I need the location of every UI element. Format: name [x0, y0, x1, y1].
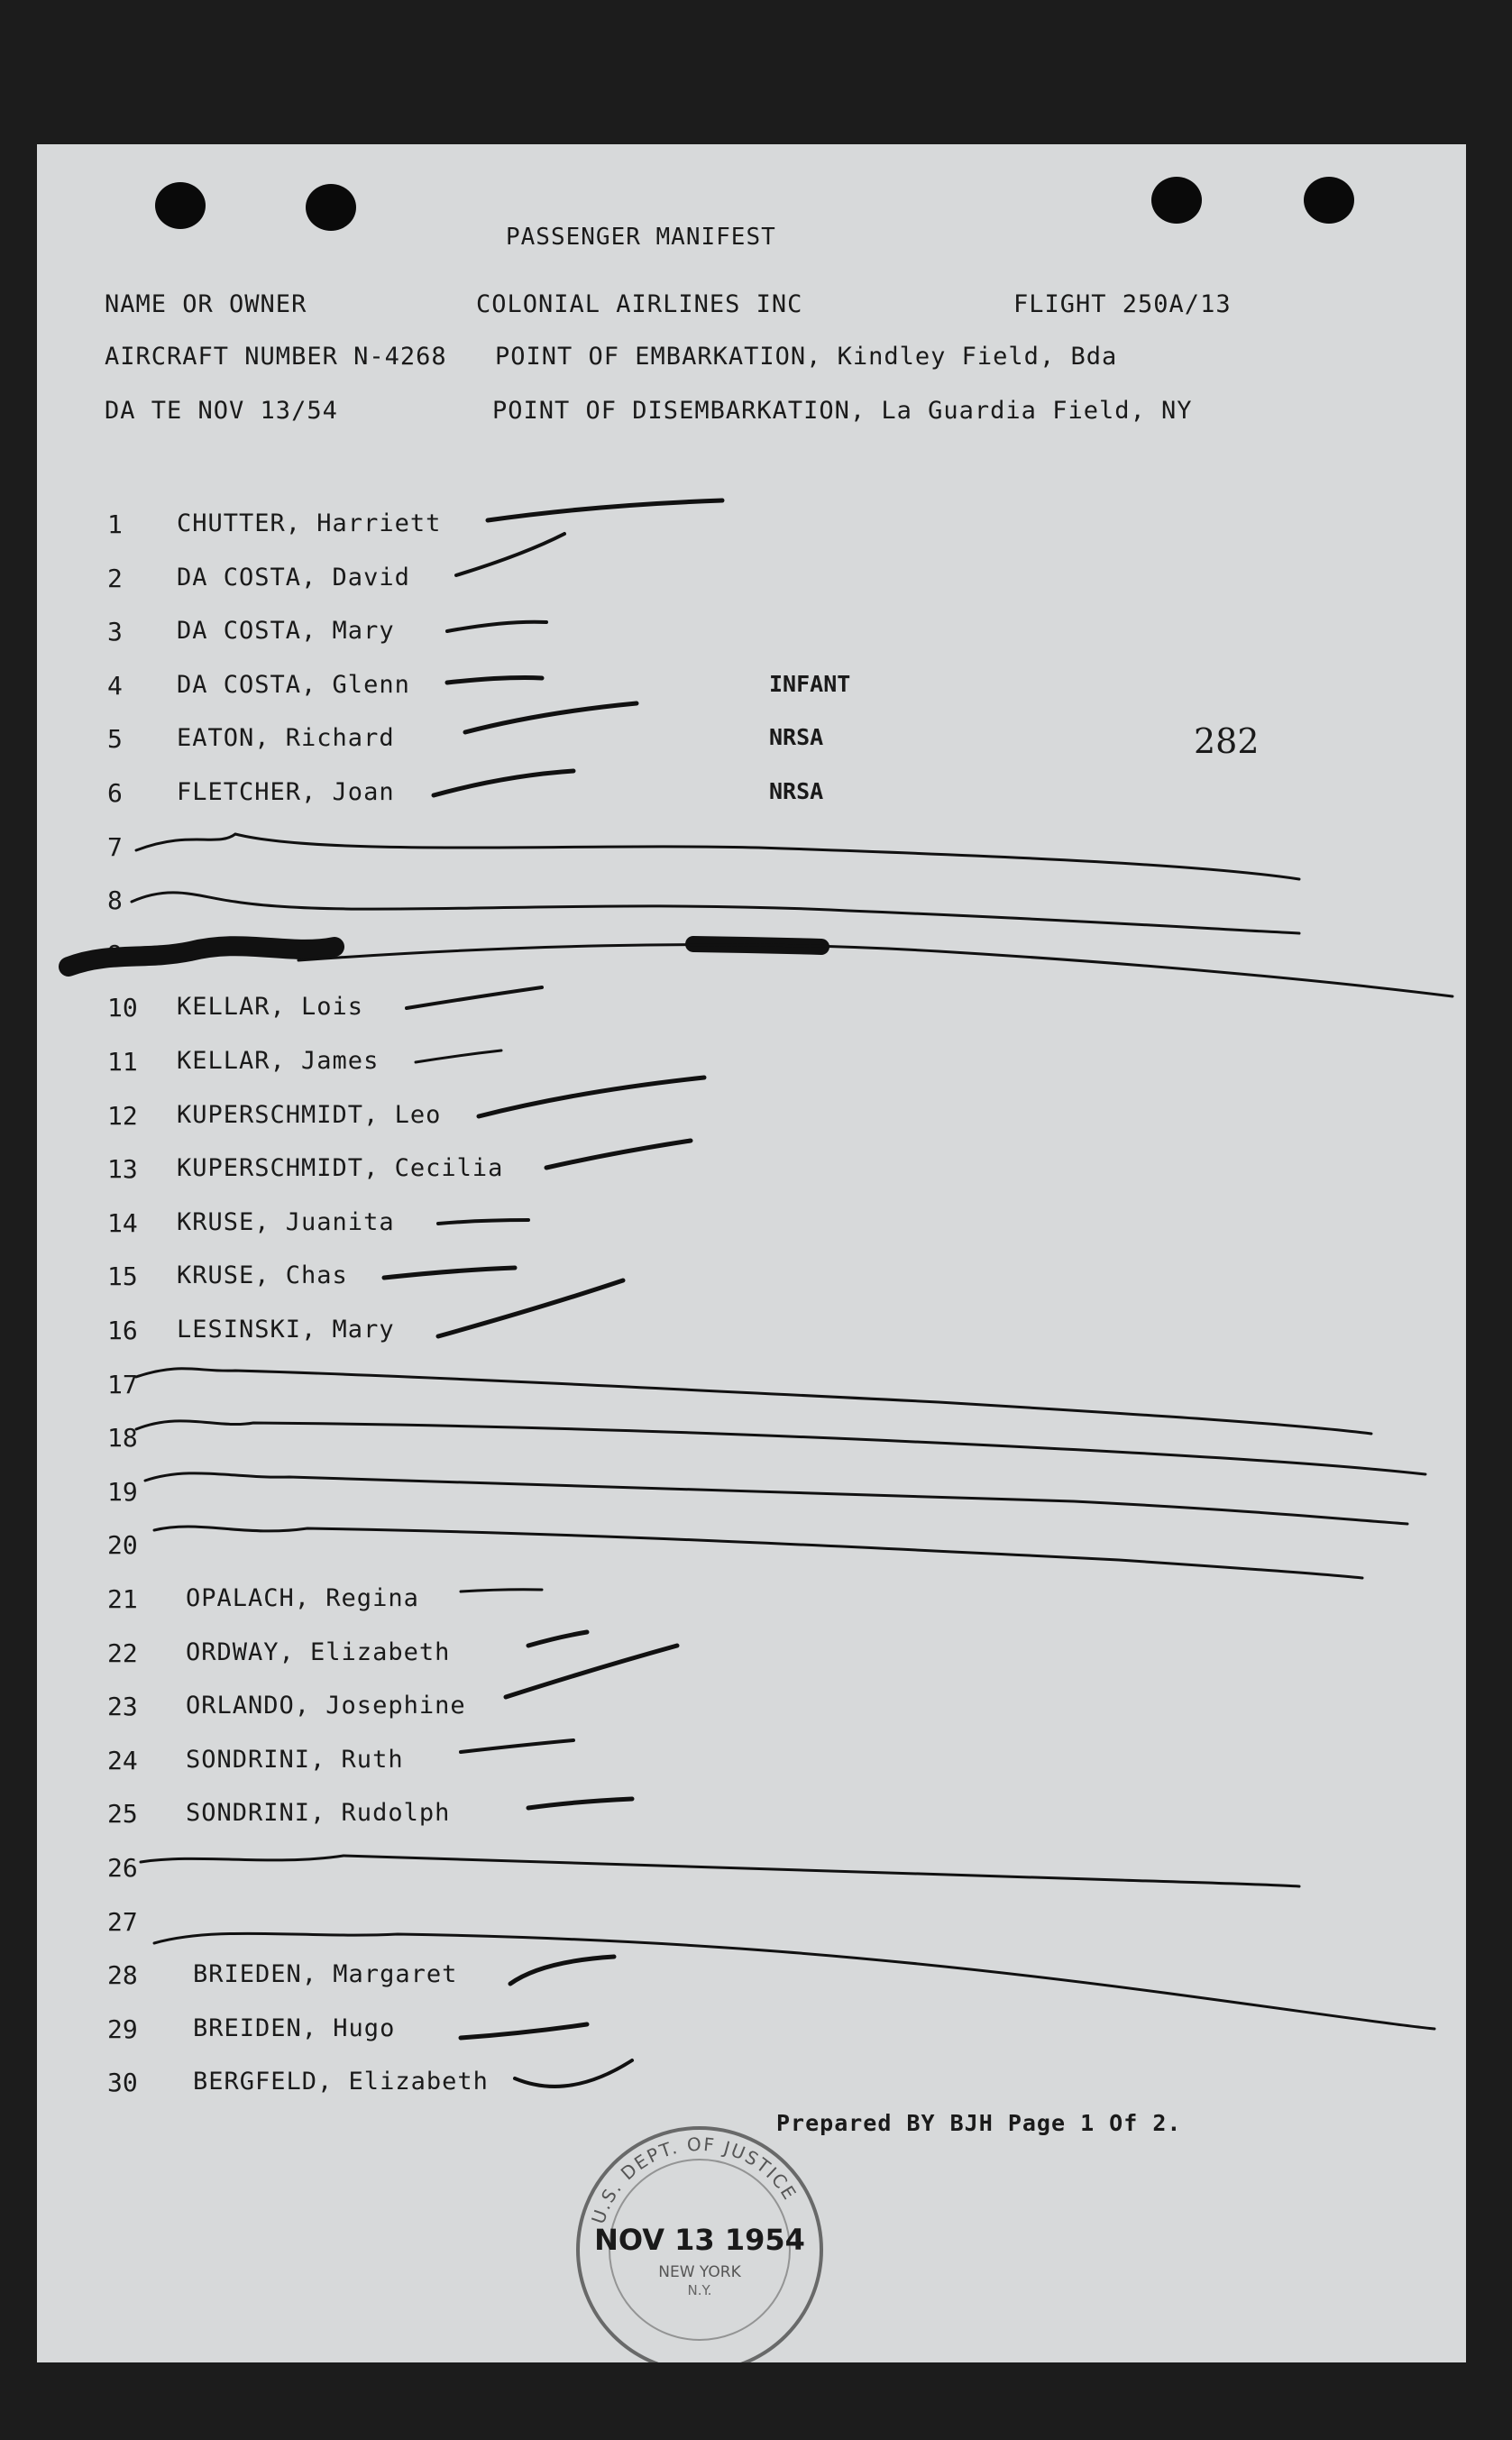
passenger-number: 4: [107, 671, 123, 701]
passenger-number: 30: [107, 2068, 138, 2097]
stamp-agency: U.S. DEPT. OF JUSTICE: [587, 2133, 802, 2227]
passenger-name: CHUTTER, Harriett: [177, 509, 442, 537]
strike-marks: [37, 144, 1466, 2362]
passenger-status-note: NRSA: [769, 778, 824, 804]
stamp-state: N.Y.: [687, 2282, 712, 2298]
passenger-name: KUPERSCHMIDT, Leo: [177, 1101, 442, 1129]
passenger-number: 17: [107, 1370, 138, 1399]
passenger-name: KUPERSCHMIDT, Cecilia: [177, 1154, 504, 1182]
passenger-name: EATON, Richard: [177, 724, 395, 752]
owner-value: COLONIAL AIRLINES INC: [476, 290, 803, 318]
passenger-name: DA COSTA, David: [177, 564, 410, 592]
passenger-number: 1: [107, 509, 123, 539]
passenger-number: 19: [107, 1477, 138, 1507]
passenger-name: KELLAR, James: [177, 1047, 380, 1075]
manifest-date: DA TE NOV 13/54: [105, 397, 338, 425]
passenger-name: BREIDEN, Hugo: [193, 2014, 396, 2042]
flight-number: FLIGHT 250A/13: [1013, 290, 1232, 318]
passenger-number: 22: [107, 1638, 138, 1668]
passenger-number: 12: [107, 1101, 138, 1131]
passenger-status-note: NRSA: [769, 724, 824, 750]
passenger-name: DA COSTA, Glenn: [177, 671, 410, 699]
passenger-name: LESINSKI, Mary: [177, 1316, 395, 1344]
passenger-number: 9: [107, 940, 123, 969]
passenger-number: 24: [107, 1746, 138, 1775]
passenger-number: 21: [107, 1584, 138, 1614]
aircraft-number: AIRCRAFT NUMBER N-4268: [105, 343, 447, 371]
passenger-number: 27: [107, 1907, 138, 1937]
passenger-number: 28: [107, 1960, 138, 1990]
passenger-number: 25: [107, 1799, 138, 1829]
page-number-stamp: 282: [1194, 721, 1260, 761]
passenger-number: 16: [107, 1316, 138, 1345]
passenger-name: SONDRINI, Rudolph: [186, 1799, 451, 1827]
passenger-name: KRUSE, Juanita: [177, 1208, 395, 1236]
owner-label: NAME OR OWNER: [105, 290, 307, 318]
passenger-name: KELLAR, Lois: [177, 993, 364, 1021]
disembarkation-point: POINT OF DISEMBARKATION, La Guardia Field, NY: [492, 397, 1193, 425]
passenger-number: 29: [107, 2014, 138, 2044]
passenger-number: 2: [107, 564, 123, 593]
passenger-number: 18: [107, 1423, 138, 1453]
passenger-number: 3: [107, 617, 123, 647]
passenger-number: 7: [107, 832, 123, 862]
passenger-name: ORDWAY, Elizabeth: [186, 1638, 451, 1666]
manifest-title: PASSENGER MANIFEST: [506, 224, 776, 251]
passenger-name: FLETCHER, Joan: [177, 778, 395, 806]
passenger-number: 5: [107, 724, 123, 754]
prepared-by-footer: Prepared BY BJH Page 1 Of 2.: [776, 2110, 1182, 2136]
passenger-name: KRUSE, Chas: [177, 1261, 348, 1289]
passenger-number: 10: [107, 993, 138, 1023]
passenger-name: DA COSTA, Mary: [177, 617, 395, 645]
passenger-number: 11: [107, 1047, 138, 1077]
passenger-status-note: INFANT: [769, 671, 851, 697]
passenger-number: 8: [107, 885, 123, 915]
passenger-name: BRIEDEN, Margaret: [193, 1960, 458, 1988]
passenger-name: OPALACH, Regina: [186, 1584, 419, 1612]
passenger-number: 6: [107, 778, 123, 808]
passenger-number: 13: [107, 1154, 138, 1184]
stamp-date: NOV 13 1954: [594, 2223, 805, 2257]
passenger-name: BERGFELD, Elizabeth: [193, 2068, 489, 2096]
stamp-place: NEW YORK: [658, 2263, 741, 2281]
passenger-name: ORLANDO, Josephine: [186, 1692, 466, 1720]
passenger-number: 26: [107, 1853, 138, 1883]
passenger-number: 15: [107, 1261, 138, 1291]
received-date-stamp: [564, 2114, 835, 2362]
passenger-number: 14: [107, 1208, 138, 1238]
passenger-number: 20: [107, 1530, 138, 1560]
passenger-name: SONDRINI, Ruth: [186, 1746, 404, 1774]
embarkation-point: POINT OF EMBARKATION, Kindley Field, Bda: [495, 343, 1118, 371]
passenger-number: 23: [107, 1692, 138, 1721]
manifest-page: [37, 144, 1466, 2362]
